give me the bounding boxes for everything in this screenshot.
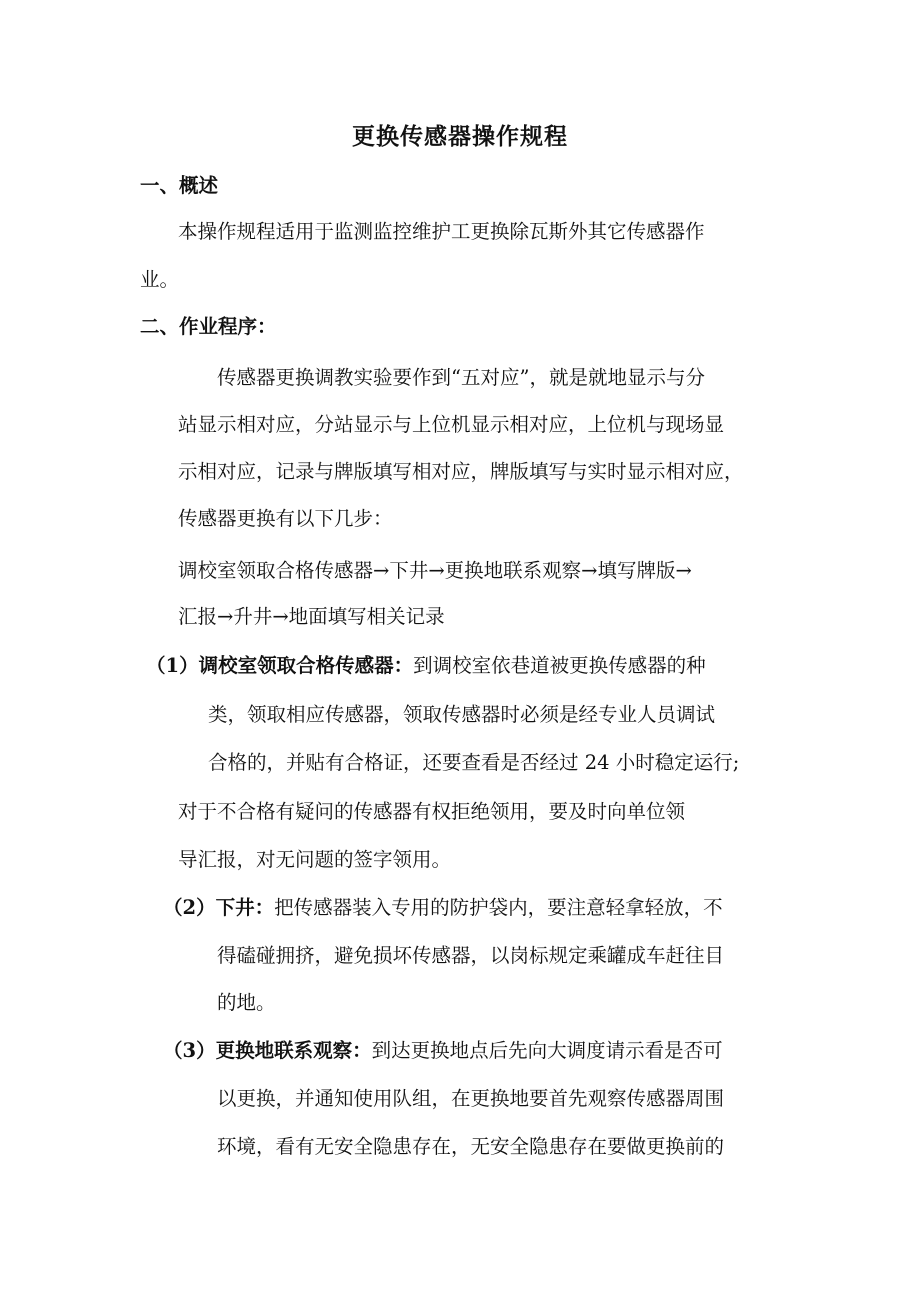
flow-line-2: 汇报→升井→地面填写相关记录 — [178, 605, 445, 628]
step-3-marker: （3） — [163, 1039, 216, 1062]
step-1-name: 调校室领取合格传感器： — [198, 654, 414, 677]
step-1-line-2: 类，领取相应传感器，领取传感器时必须是经专业人员调试 — [208, 703, 716, 726]
step-2-line-2: 得磕碰拥挤，避免损坏传感器，以岗标规定乘罐成车赶往目 — [217, 944, 725, 967]
section-heading-overview: 一、概述 — [140, 174, 219, 197]
section-heading-procedure: 二、作业程序： — [140, 315, 277, 338]
step-1-text: 到调校室依巷道被更换传感器的种 — [413, 654, 706, 677]
step-1-line-5: 导汇报，对无问题的签字领用。 — [178, 848, 452, 871]
step-2-line-3: 的地。 — [217, 991, 276, 1014]
overview-line-2: 业。 — [140, 268, 180, 291]
step-3-first-line — [163, 1036, 723, 1066]
step-1-first-line — [146, 651, 706, 681]
step-2-marker: （2） — [163, 896, 216, 919]
step-3-line-2: 以更换，并通知使用队组，在更换地要首先观察传感器周围 — [217, 1087, 725, 1110]
step-3-name: 更换地联系观察： — [215, 1039, 372, 1062]
procedure-intro-line-3: 示相对应，记录与牌版填写相对应，牌版填写与实时显示相对应， — [178, 460, 744, 483]
document-title: 更换传感器操作规程 — [352, 123, 568, 150]
step-3-line-3: 环境，看有无安全隐患存在，无安全隐患存在要做更换前的 — [217, 1135, 725, 1158]
step-2-first-line — [163, 893, 723, 923]
step-2-name: 下井： — [215, 896, 275, 919]
flow-line-1: 调校室领取合格传感器→下井→更换地联系观察→填写牌版→ — [178, 559, 692, 582]
overview-line-1: 本操作规程适用于监测监控维护工更换除瓦斯外其它传感器作 — [178, 220, 705, 243]
procedure-intro-line-1: 传感器更换调教实验要作到“五对应”，就是就地显示与分 — [217, 366, 705, 389]
step-3-text: 到达更换地点后先向大调度请示看是否可 — [371, 1039, 723, 1062]
step-1-line-3: 合格的，并贴有合格证，还要查看是否经过 24 小时稳定运行; — [208, 751, 740, 774]
step-1-marker: （1） — [146, 654, 199, 677]
step-2-text: 把传感器装入专用的防护袋内，要注意轻拿轻放，不 — [274, 896, 723, 919]
procedure-intro-line-4: 传感器更换有以下几步： — [178, 507, 393, 530]
procedure-intro-line-2: 站显示相对应，分站显示与上位机显示相对应，上位机与现场显 — [178, 413, 725, 436]
step-1-line-4: 对于不合格有疑问的传感器有权拒绝领用，要及时向单位领 — [178, 800, 686, 823]
